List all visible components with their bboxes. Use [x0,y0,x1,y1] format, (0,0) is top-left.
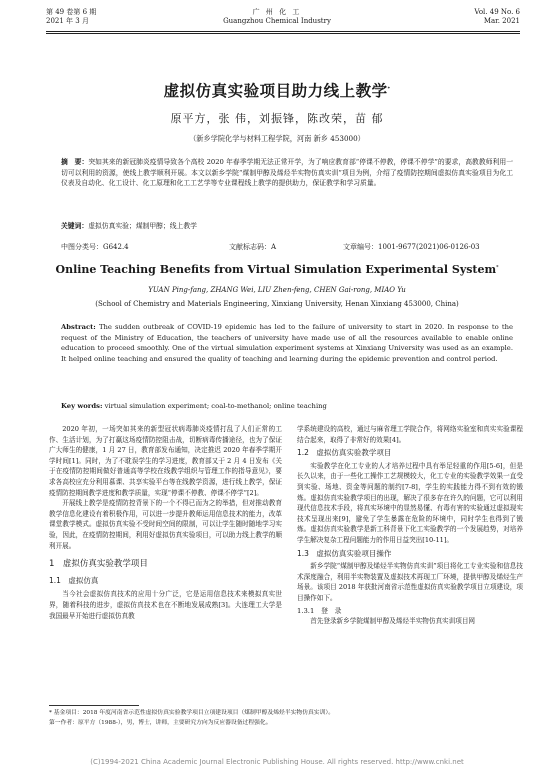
title-zh: 虚拟仿真实验项目助力线上教学* [163,82,391,100]
keywords-zh-label: 关键词： [61,222,89,230]
copyright-footer: (C)1994-2021 China Academic Journal Electronic Publishing House. All rights reserved. http://www.cnki.net [90,758,464,766]
subsection-heading: 1.3 虚拟仿真实验项目操作 [297,548,392,558]
section-heading: 1 虚拟仿真实验教学项目 [49,559,148,570]
authors-en: YUAN Ping-fang, ZHANG Wei, LIU Zhen-feng, CHEN Gai-rong, MIAO Yu [148,286,406,294]
header-rule [46,31,520,32]
abstract-zh: 摘 要：突如其来的新冠肺炎疫情导致各个高校 2020 年春季学期无法正常开学，为了响应教育部“停课不停教，停课不停学”的要求，高教教师利用一切可以利用的资源，使线上教学顺利开展。本文以新乡学院“煤制甲醇及烯烃半实物仿真实训”项目为例，介绍了疫情防控期间虚拟仿真实验项目为化工仪表及自动化、化工设计、化工原理和化工工艺学等专业课程线上教学的提供助力，保证教学和学习质量。 [61,158,513,187]
article-number: 文章编号：1001-9677(2021)06-0126-03 [343,243,480,251]
clc-number: 中图分类号：G642.4 [61,243,129,251]
footnote-author: 第一作者：原平方（1988-），男，博士，讲师，主要研究方向为反应器设备过程强化。 [49,720,272,726]
abstract-en: Abstract: The sudden outbreak of COVID-19 epidemic has led to the failure of university to start in 2020. In response to the request of the Ministry of Education, the teachers of university have made use of all the resources available to enable online education to proceed smoothly. One of the virtual simulation experiment systems at Xinxiang University was used as an example. It helped online teaching and ensured the quality of teaching and learning during the epidemic prevention and control period. [61,323,513,363]
affiliation-zh: （新乡学院化学与材料工程学院，河南 新乡 453000） [189,134,365,143]
header-journal: 广 州 化 工 Guangzhou Chemical Industry [223,8,331,25]
title-en: Online Teaching Benefits from Virtual Simulation Experimental System* [55,263,499,276]
body-paragraph: 首先登录新乡学院煤制甲醇及烯烃半实物仿真实训项目网 [310,617,476,626]
subsection-heading: 1.2 虚拟仿真实验教学项目 [297,448,392,458]
keywords-en: Key words: virtual simulation experiment; coal-to-methanol; online teaching [61,402,327,410]
document-code: 文献标志码：A [229,243,277,251]
footnote-rule [49,705,139,706]
body-paragraph: 实验教学在化工专业的人才培养过程中具有举足轻重的作用[5-6]，但是长久以来，由于一些化工操作工艺规模较大，化工专业的实验教学效果一直受到实验、场地、资金等问题的制约[7-8]，学生的实践能力得不到有效的锻炼。虚拟仿真实验教学项目的出现，解决了很多存在许久的问题，它可以利用现代信息技术手段，将真实环境中的显然易懂、有毒有害的实验通过虚拟现实技术呈现出来[9]，避免了学生暴露在危险的环境中，同时学生也得到了锻炼。虚拟仿真实验教学是新工科背景下化工实验教学的一个发展趋势，对培养学生解决复杂工程问题能力的作用日益突出[10-11]。 [297,461,523,544]
abstract-zh-label: 摘 要： [61,158,89,166]
header-volume-zh: 第 49 卷第 6 期 2021 年 3 月 [46,8,97,25]
authors-zh: 原平方，张 伟，刘振锋，陈改荣，苗 郁 [170,112,384,125]
keywords-en-label: Key words: [61,402,103,410]
body-paragraph: 开展线上教学是疫情防控背景下的一个不得已而为之的举措，但对推动教育教学信息化建设有着积极作用，可以进一步提升教师运用信息技术的能力，改革课堂教学模式。虚拟仿真实验不受时间空间的限制，可以让学生随时随地学习实验，因此，在疫情防控期间，利用好虚拟仿真实验项目，可以助力线上教学的顺利开展。 [49,499,282,550]
body-paragraph: 新乡学院“煤制甲醇及烯烃半实物仿真实训”项目将化工专业实验和信息技术深度融合，利用半实物装置及虚拟技术再现工厂环境，提供甲醇及烯烃生产场景。该项目 2018 年获批河南省示范性虚拟仿真实验教学项目立项建设，项目操作如下。 [297,562,523,602]
body-paragraph: 学系统建设的高校，通过与麻省理工学院合作，将网络实验室和真实实验课程结合起来，取得了非常好的效果[4]。 [297,425,523,444]
subsubsection-heading: 1.3.1 登 录 [297,606,342,615]
body-left-column [49,424,282,621]
header-rule-thin [46,33,520,34]
abstract-en-label: Abstract: [61,323,96,331]
footnote-fund: * 基金项目：2018 年度河南省示范性虚拟仿真实验教学项目立项建设项目（煤制甲醇及烯烃半实物仿真实训）。 [49,710,335,716]
header-volume-en: Vol. 49 No. 6 Mar. 2021 [474,8,520,25]
body-paragraph: 2020 年初，一场突如其来的新型冠状病毒肺炎疫情打乱了人们正常的工作、生活计划，为了打赢这场疫情防控阻击战，切断病毒传播途径，也为了保证广大师生的健康，1 月 27 日，教育部发布通知，决定推迟 2020 年春季学期开学时间[1]。同时，为了不耽误学生的学习进度，教育部又于 2 月 4 日发布《关于在疫情防控期间做好普通高等学校在线教学组织与管理工作的指导意见》，要求各高校应充分利用慕课、共享实验平台等在线教学资源，进行线上教学，保证疫情防控期间教学进度和教学质量，实现“停课不停教、停课不停学”[2]。 [49,425,282,497]
body-paragraph: 当今社会虚拟仿真技术的应用十分广泛，它是运用信息技术来模拟真实世界，随着科技的进步，虚拟仿真技术也在不断地发展成熟[3]。大连理工大学是我国最早开始进行虚拟仿真教 [49,590,282,620]
body-right-column [297,424,523,627]
keywords-zh: 关键词：虚拟仿真实验；煤制甲醇；线上教学 [61,222,197,230]
affiliation-en: (School of Chemistry and Materials Engineering, Xinxiang University, Henan Xinxiang 453000, China) [95,300,459,308]
subsection-heading: 1.1 虚拟仿真 [49,575,99,585]
